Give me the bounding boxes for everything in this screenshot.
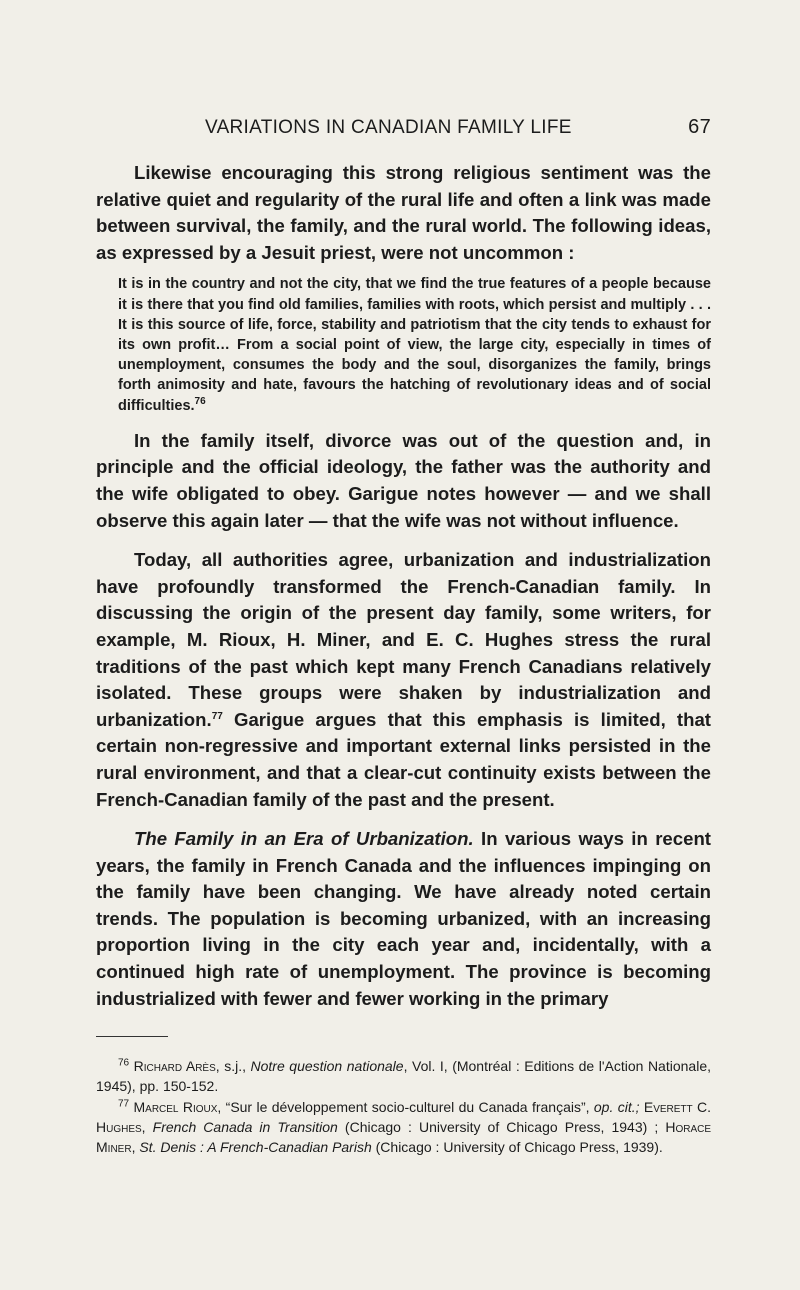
paragraph-1: Likewise encouraging this strong religious sentiment was the relative quiet and regularity of the rural life and often a link was made between survival, the family, and the rural world. The following ideas, as expressed by a Jesuit priest, were not uncommon :: [96, 162, 711, 263]
footnote-title: French Canada in Transition: [152, 1119, 338, 1136]
footnote-divider: [96, 1036, 168, 1037]
footnote-number: 76: [118, 1057, 130, 1069]
paragraph-4-text: In various ways in recent years, the family in French Canada and the influences impinging on the family have been changing. We have already noted certain trends. The population is becoming urbanized, with an increasing proportion living in the city each year and, incidentally, with a continued high rate of unemployment. The province is becoming industrialized with fewer and fewer working in the primary: [96, 828, 712, 1009]
footnote-text: , “Sur le développement socio-culturel du Canada français”,: [217, 1099, 594, 1116]
footnote-ref-77[interactable]: 77: [211, 710, 223, 722]
footnote-author: Everett C. Hughes: [96, 1099, 712, 1136]
section-heading: The Family in an Era of Urbanization.: [134, 828, 474, 850]
footnote-text: , s.j.,: [215, 1058, 251, 1075]
paragraph-3-text-a: Today, all authorities agree, urbanization and industrialization have profoundly transformed the French-Canadian family. In discussing the origin of the present day family, some writers, for example, M. Rioux, H. Miner, and E. C. Hughes stress the rural traditions of the past which kept many French Canadians relatively isolated. These groups were shaken by industrialization and urbanization.: [96, 549, 711, 730]
footnotes: [96, 1057, 711, 1157]
footnote-opcit: op. cit.;: [593, 1099, 640, 1116]
footnote-76: [96, 1057, 711, 1096]
footnote-title: St. Denis : A French-Canadian Parish: [139, 1138, 372, 1155]
paragraph-2: In the family itself, divorce was out of the question and, in principle and the official ideology, the father was the authority and the wife obligated to obey. Garigue notes however — and we shall observe this again later — that the wife was not without influence.: [96, 429, 711, 531]
running-header: [205, 116, 711, 139]
block-quote: [118, 274, 711, 415]
footnote-author: Marcel Rioux: [133, 1099, 218, 1116]
footnote-text: (Chicago : University of Chicago Press, 1943) ;: [337, 1119, 666, 1136]
quote-text: It is in the country and not the city, that we find the true features of a people because it is there that you find old families, families with roots, which persist and multiply . . . It is this source of life, force, stability and patriotism that the city tends to exhaust for its own profit… From a social point of view, the large city, especially in times of unemployment, consumes the body and the soul, disorganizes the family, brings forth animosity and hate, favours the hatching of revolutionary ideas and of social difficulties.: [118, 276, 711, 414]
footnote-77: [96, 1098, 711, 1157]
page-body: [96, 160, 711, 1159]
page-number: 67: [688, 116, 711, 138]
footnote-text: (Chicago : University of Chicago Press, 1939).: [371, 1138, 663, 1155]
footnote-author: Horace Miner: [96, 1119, 712, 1155]
footnote-title: Notre question nationale: [250, 1058, 404, 1075]
footnote-ref-76[interactable]: 76: [194, 395, 206, 407]
paragraph-4: [96, 826, 711, 1012]
running-title: VARIATIONS IN CANADIAN FAMILY LIFE: [205, 117, 572, 138]
paragraph-3-text-b: Garigue argues that this emphasis is limited, that certain non-regressive and important external links persisted in the rural environment, and that a clear-cut continuity exists between the French-Canadian family of the past and the present.: [96, 708, 711, 810]
footnote-text: ,: [131, 1138, 140, 1155]
paragraph-3: [96, 547, 711, 813]
footnote-author: Richard Arès: [133, 1058, 216, 1075]
footnote-number: 77: [118, 1098, 130, 1110]
footnote-text: ,: [141, 1119, 153, 1136]
footnote-text: , Vol. I, (Montréal : Editions de l'Action Nationale, 1945), pp. 150-152.: [96, 1058, 711, 1094]
